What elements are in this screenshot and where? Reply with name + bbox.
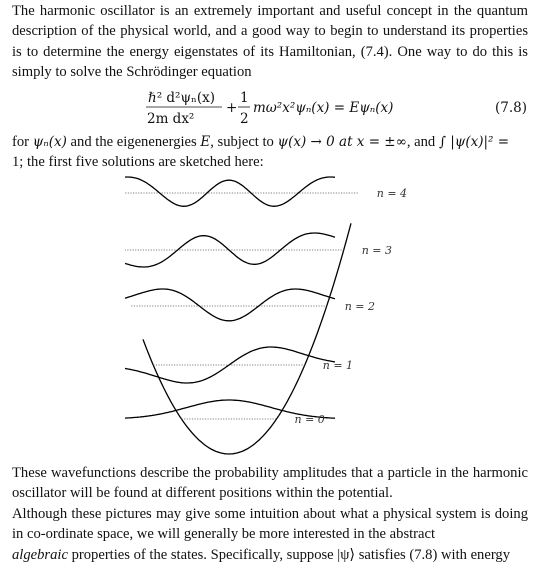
outro-line-3: properties of the states. Specifically, suppose |ψ⟩ satisfies (7.8) with energy <box>67 546 511 563</box>
after-equation-paragraph <box>12 132 528 173</box>
algebraic-word: algebraic <box>12 546 68 563</box>
outro-line-1: These wavefunctions describe the probability amplitudes that a particle in the harmonic oscillator will be found at different positions within the potential. <box>12 465 528 502</box>
text-and: , and <box>406 134 439 150</box>
eq-plus: + <box>226 100 238 116</box>
wavefunction-svg <box>125 172 415 462</box>
level-label: n = 0 <box>294 413 325 426</box>
eq-half-numerator: 1 <box>240 90 249 106</box>
normalization: ∫ |ψ(x)|² = <box>438 134 510 150</box>
text-solutions-sketched: 1; the first five solutions are sketched here: <box>12 154 264 171</box>
boundary-condition: ψ(x) → 0 at x = ±∞ <box>277 134 407 150</box>
eq-rhs: mω²x²ψₙ(x) = Eψₙ(x) <box>253 100 394 116</box>
outro-paragraph <box>12 463 528 565</box>
for-word: for <box>12 134 30 150</box>
intro-paragraph: The harmonic oscillator is an extremely important and useful concept in the quantum description of the physical world, and a good way to begin to understand its properties is to determine the energy eigenstates of its Hamiltonian, (7.4). One way to do this is simply to solve the Schrödinger equation <box>12 3 528 81</box>
eq-lhs-denominator: 2m dx² <box>147 111 195 127</box>
eq-number: (7.8) <box>495 100 528 116</box>
text-eigenenergies: and the eigenenergies <box>66 134 201 150</box>
wavefunction-curve <box>125 177 335 206</box>
text-subject-to: , subject to <box>210 134 278 150</box>
level-label: n = 3 <box>361 244 393 257</box>
outro-line-2: Although these pictures may give some intuition about what a physical system is doing in co-ordinate space, we will generally be more interested in the abstract <box>12 505 528 543</box>
psi-n-symbol: ψₙ(x) <box>32 134 67 150</box>
energy-symbol: E <box>200 134 211 150</box>
wavefunction-figure <box>125 172 415 462</box>
wavefunction-curve <box>125 289 335 321</box>
eq-half-denominator: 2 <box>240 111 249 127</box>
level-label: n = 1 <box>322 359 354 372</box>
schrodinger-equation <box>0 88 539 132</box>
level-label: n = 4 <box>376 187 408 200</box>
eq-lhs-numerator: ℏ² d²ψₙ(x) <box>148 90 216 106</box>
level-label: n = 2 <box>344 300 376 313</box>
